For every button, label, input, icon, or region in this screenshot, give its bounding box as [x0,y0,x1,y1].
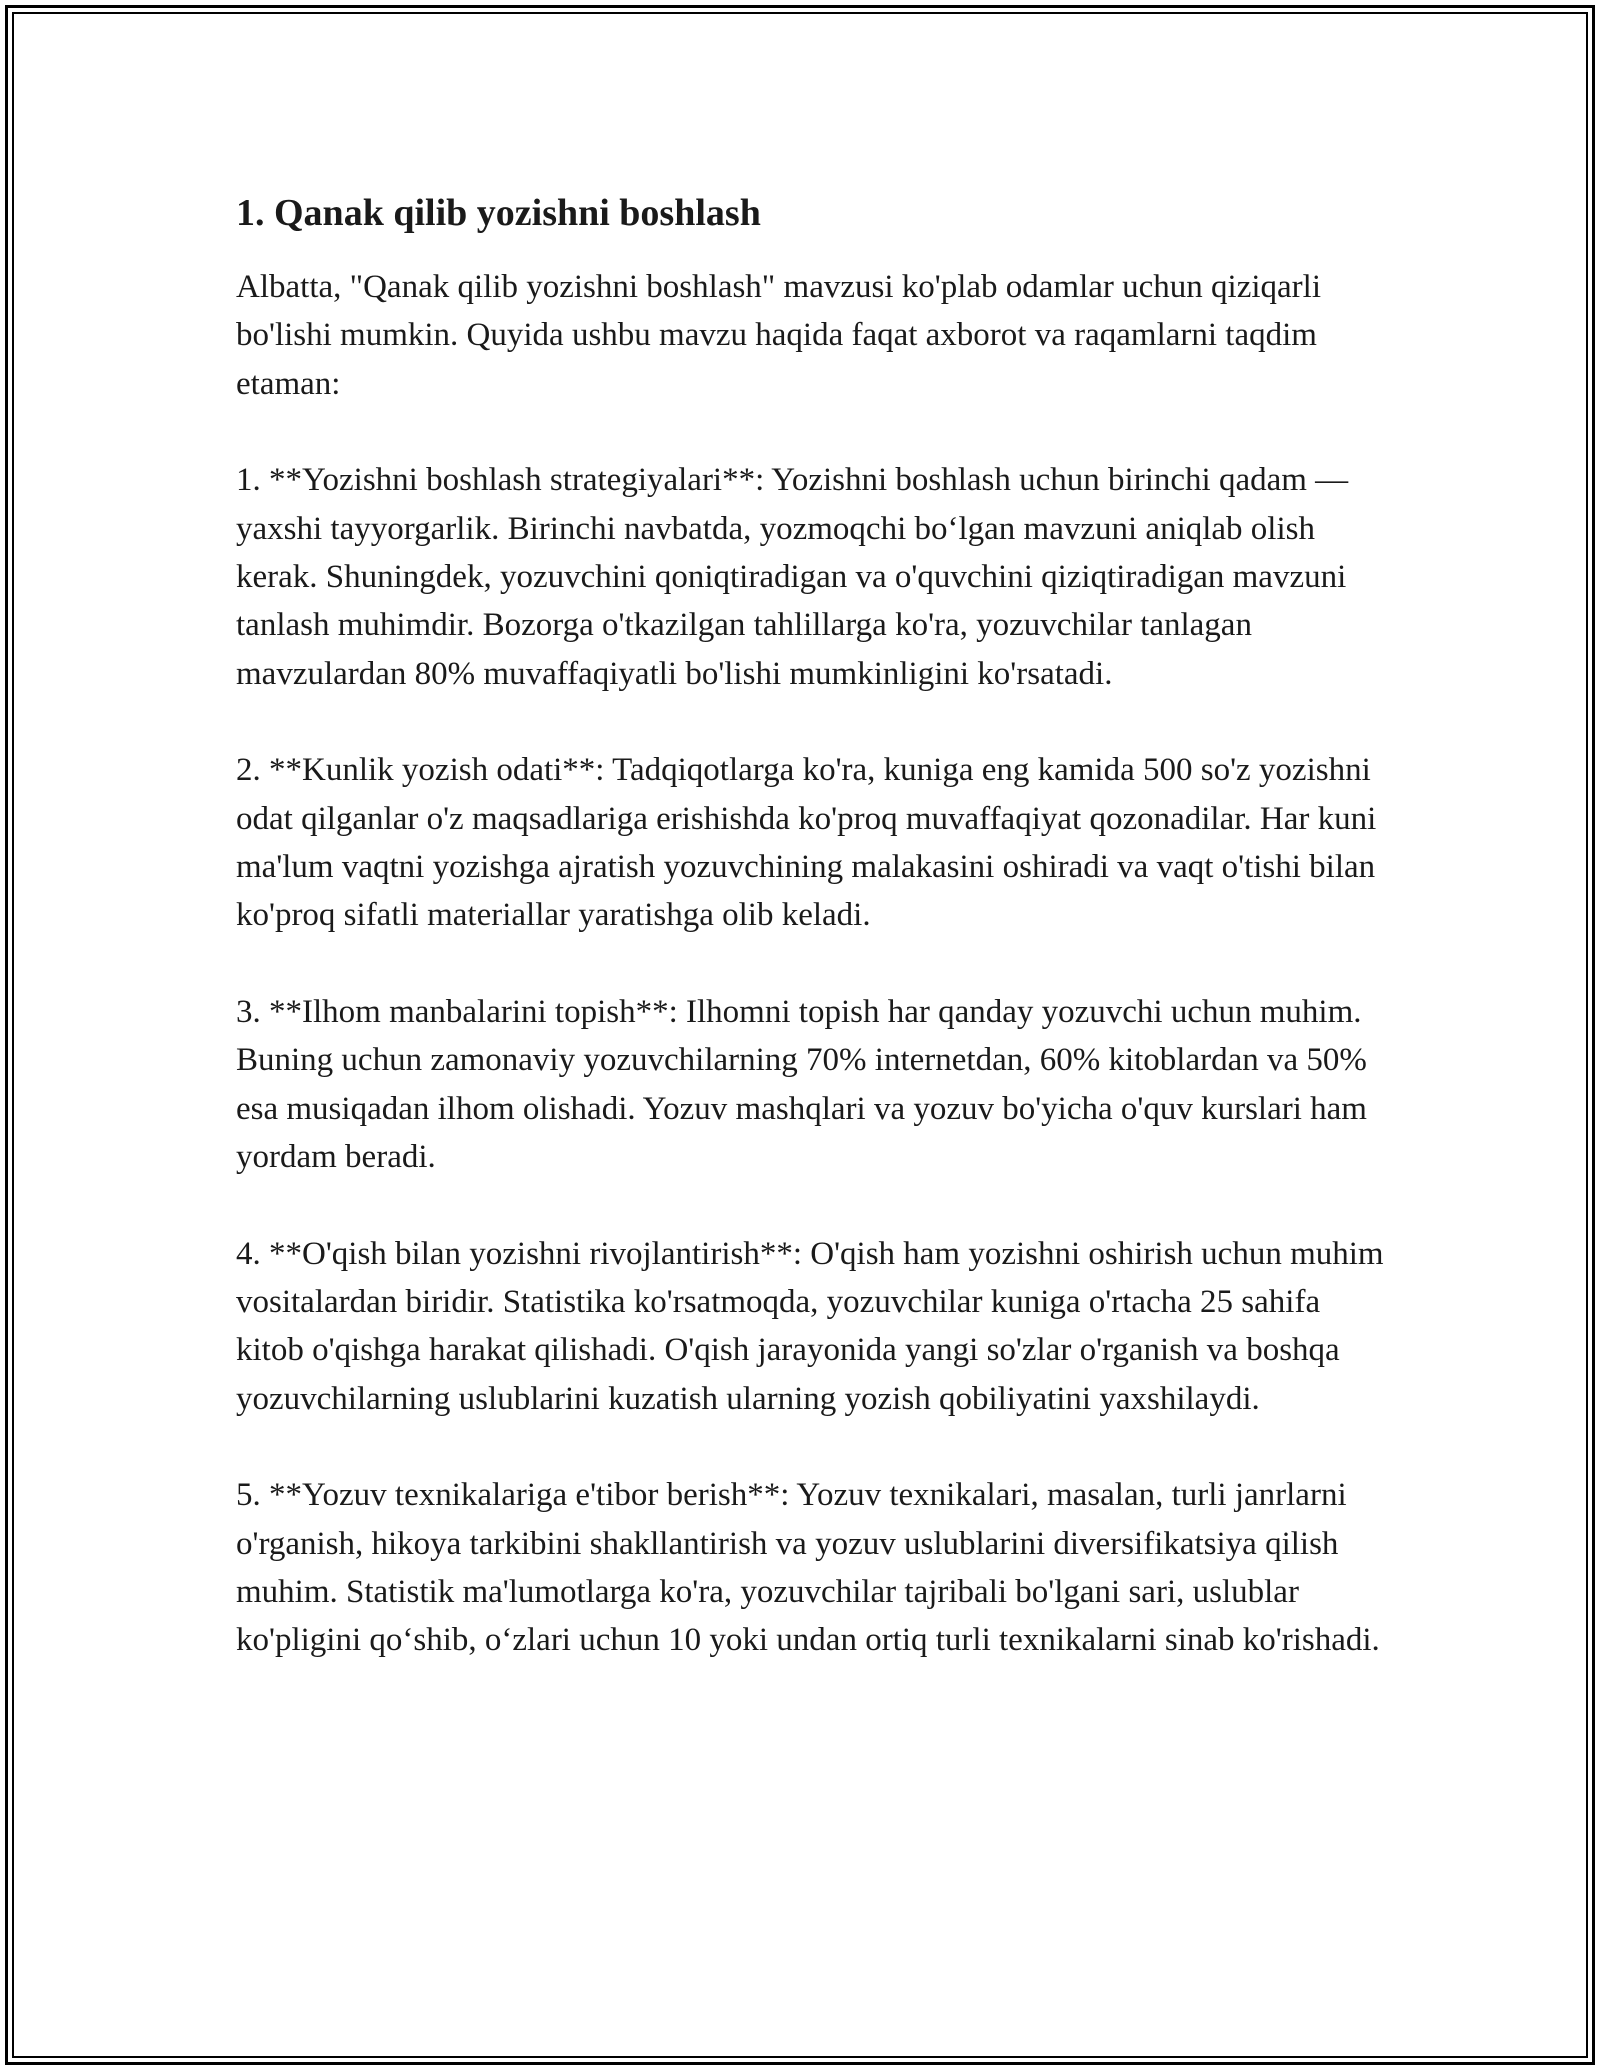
list-item-techniques: 5. **Yozuv texnikalariga e'tibor berish**: Yozuv texnikalari, masalan, turli janrlarni o'rganish, hikoya tarkibini shakllantirish va yozuv uslublarini diversifikatsiya qilish muhim. Statistik ma'lumotlarga ko'ra, yozuvchilar tajribali bo'lgani sari, uslublar ko'pligini qo‘shib, o‘zlari uchun 10 yoki undan ortiq turli texnikalarni sinab ko'rishadi. [236,1477,1380,1659]
list-item-strategies: 1. **Yozishni boshlash strategiyalari**: Yozishni boshlash uchun birinchi qadam — yaxshi tayyorgarlik. Birinchi navbatda, yozmoqchi bo‘lgan mavzuni aniqlab olish kerak. Shuningdek, yozuvchini qoniqtiradigan va o'quvchini qiziqtiradigan mavzuni tanlash muhimdir. Bozorga o'tkazilgan tahlillarga ko'ra, yozuvchilar tanlagan mavzulardan 80% muvaffaqiyatli bo'lishi mumkinligini ko'rsatadi. [236,462,1349,692]
list-item-reading: 4. **O'qish bilan yozishni rivojlantirish**: O'qish ham yozishni oshirish uchun muhim vositalardan biridir. Statistika ko'rsatmoqda, yozuvchilar kuniga o'rtacha 25 sahifa kitob o'qishga harakat qilishadi. O'qish jarayonida yangi so'zlar o'rganish va boshqa yozuvchilarning uslublarini kuzatish ularning yozish qobiliyatini yaxshilaydi. [236,1235,1384,1417]
intro-paragraph: Albatta, "Qanak qilib yozishni boshlash" mavzusi ko'plab odamlar uchun qiziqarli bo'lishi mumkin. Quyida ushbu mavzu haqida faqat axborot va raqamlarni taqdim etaman: [236,269,1321,402]
document-title: 1. Qanak qilib yozishni boshlash [236,192,761,234]
document-body [236,185,1386,1713]
list-item-inspiration: 3. **Ilhom manbalarini topish**: Ilhomni topish har qanday yozuvchi uchun muhim. Buning uchun zamonaviy yozuvchilarning 70% internetdan, 60% kitoblardan va 50% esa musiqadan ilhom olishadi. Yozuv mashqlari va yozuv bo'yicha o'quv kurslari ham yordam beradi. [236,993,1367,1176]
list-item-daily-habit: 2. **Kunlik yozish odati**: Tadqiqotlarga ko'ra, kuniga eng kamida 500 so'z yozishni odat qilganlar o'z maqsadlariga erishishda ko'proq muvaffaqiyat qozonadilar. Har kuni ma'lum vaqtni yozishga ajratish yozuvchining malakasini oshiradi va vaqt o'tishi bilan ko'proq sifatli materiallar yaratishga olib keladi. [236,752,1377,934]
